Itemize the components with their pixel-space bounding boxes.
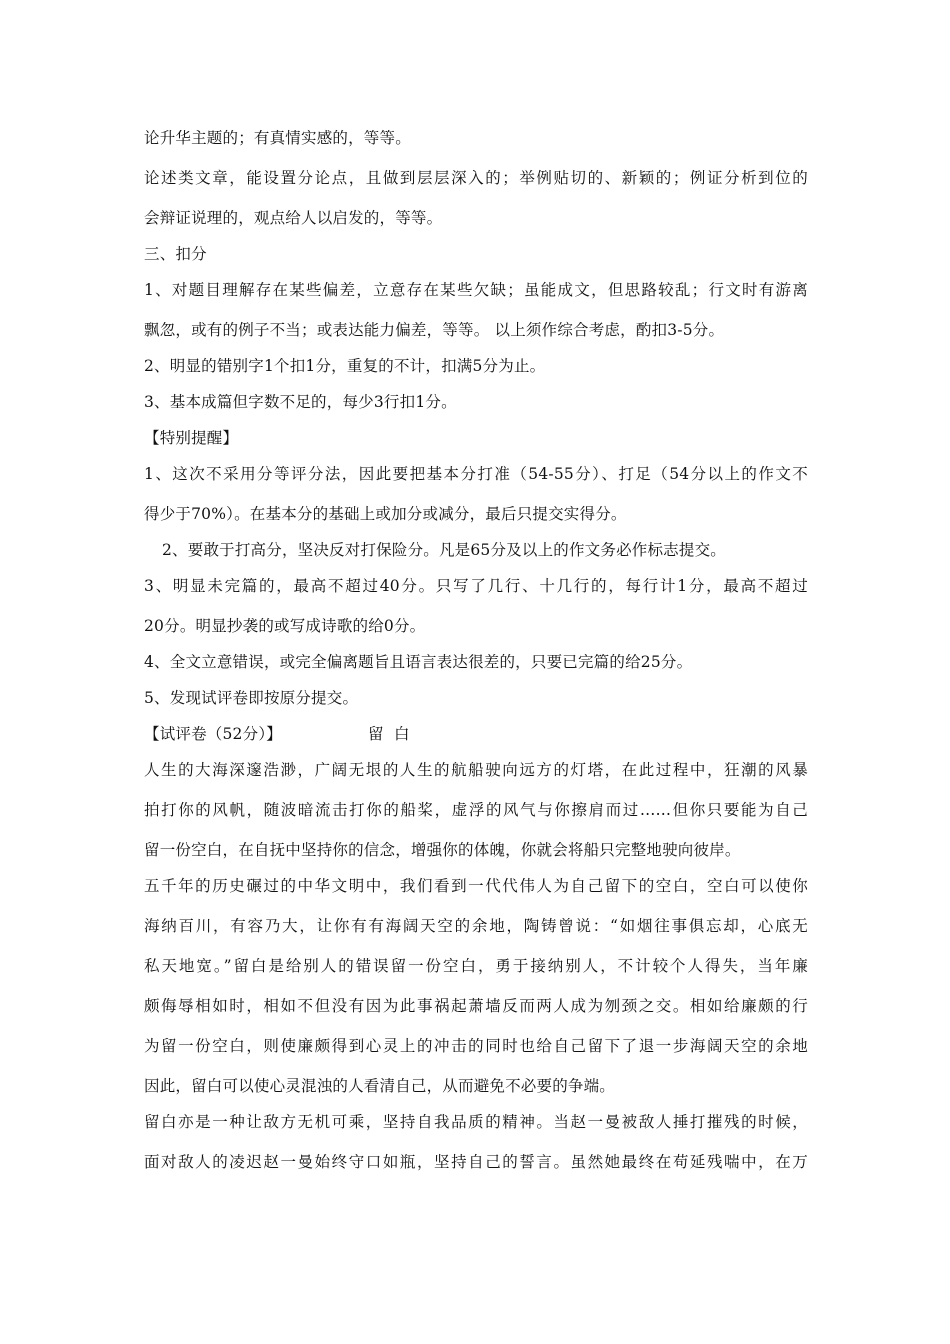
criteria-line: 1、这次不采用分等评分法，因此要把基本分打准（54-55分）、打足（54分以上的作文不 (144, 465, 808, 483)
essay-line: 面对敌人的凌迟赵一曼始终守口如瓶，坚持自己的誓言。虽然她最终在苟延残喘中，在万 (144, 1153, 808, 1171)
criteria-line: 论述类文章，能设置分论点，且做到层层深入的；举例贴切的、新颖的；例证分析到位的 (144, 169, 808, 187)
essay-line: 五千年的历史碾过的中华文明中，我们看到一代代伟人为自己留下的空白，空白可以使你 (144, 877, 808, 895)
essay-line: 海纳百川，有容乃大，让你有有海阔天空的余地，陶铸曾说：“如烟往事俱忘却，心底无 (144, 917, 808, 935)
criteria-line: 3、明显未完篇的，最高不超过40分。只写了几行、十几行的，每行计1分，最高不超过 (144, 577, 808, 595)
essay-body (144, 756, 808, 1188)
criteria-line: 5、发现试评卷即按原分提交。 (144, 689, 359, 707)
criteria-line: 飘忽，或有的例子不当；或表达能力偏差，等等。 以上须作综合考虑，酌扣3-5分。 (144, 321, 725, 339)
criteria-line: 得少于70%）。在基本分的基础上或加分或减分，最后只提交实得分。 (144, 505, 627, 523)
criteria-line: 【特别提醒】 (144, 429, 239, 447)
criteria-line: 会辩证说理的，观点给人以启发的，等等。 (144, 209, 443, 227)
essay-line: 留白亦是一种让敌方无机可乘，坚持自我品质的精神。当赵一曼被敌人捶打摧残的时候， (144, 1113, 808, 1131)
essay-line: 拍打你的风帆，随波暗流击打你的船桨，虚浮的风气与你擦肩而过……但你只要能为自己 (144, 801, 808, 819)
essay-line: 为留一份空白，则使廉颇得到心灵上的冲击的同时也给自己留下了退一步海阔天空的余地 (144, 1037, 808, 1055)
essay-line: 人生的大海深邃浩渺，广阔无垠的人生的航船驶向远方的灯塔，在此过程中，狂潮的风暴 (144, 761, 808, 779)
criteria-line: 3、基本成篇但字数不足的，每少3行扣1分。 (144, 393, 457, 411)
essay-line: 因此，留白可以使心灵混浊的人看清自己，从而避免不必要的争端。 (144, 1077, 616, 1095)
essay-line: 留一份空白，在自抚中坚持你的信念，增强你的体魄，你就会将船只完整地驶向彼岸。 (144, 841, 741, 859)
criteria-line: 20分。明显抄袭的或写成诗歌的给0分。 (144, 617, 426, 635)
essay-line: 颇侮辱相如时，相如不但没有因为此事祸起萧墙反而两人成为刎颈之交。相如给廉颇的行 (144, 997, 808, 1015)
sample-essay-label: 【试评卷（52分）】 (144, 725, 282, 743)
criteria-line: 论升华主题的；有真情实感的，等等。 (144, 129, 411, 147)
document-page (144, 124, 808, 1188)
criteria-line: 2、明显的错别字1个扣1分，重复的不计，扣满5分为止。 (144, 357, 546, 375)
sample-essay-heading (144, 720, 808, 756)
grading-criteria-section (144, 124, 808, 720)
criteria-line: 1、对题目理解存在某些偏差，立意存在某些欠缺；虽能成文，但思路较乱；行文时有游离 (144, 281, 808, 299)
criteria-line: 4、全文立意错误，或完全偏离题旨且语言表达很差的，只要已完篇的给25分。 (144, 653, 693, 671)
essay-line: 私天地宽。”留白是给别人的错误留一份空白，勇于接纳别人，不计较个人得失，当年廉 (144, 957, 808, 975)
essay-title: 留 白 (367, 725, 410, 743)
criteria-line: 2、要敢于打高分，坚决反对打保险分。凡是65分及以上的作文务必作标志提交。 (162, 541, 726, 559)
criteria-line: 三、扣分 (144, 245, 207, 263)
